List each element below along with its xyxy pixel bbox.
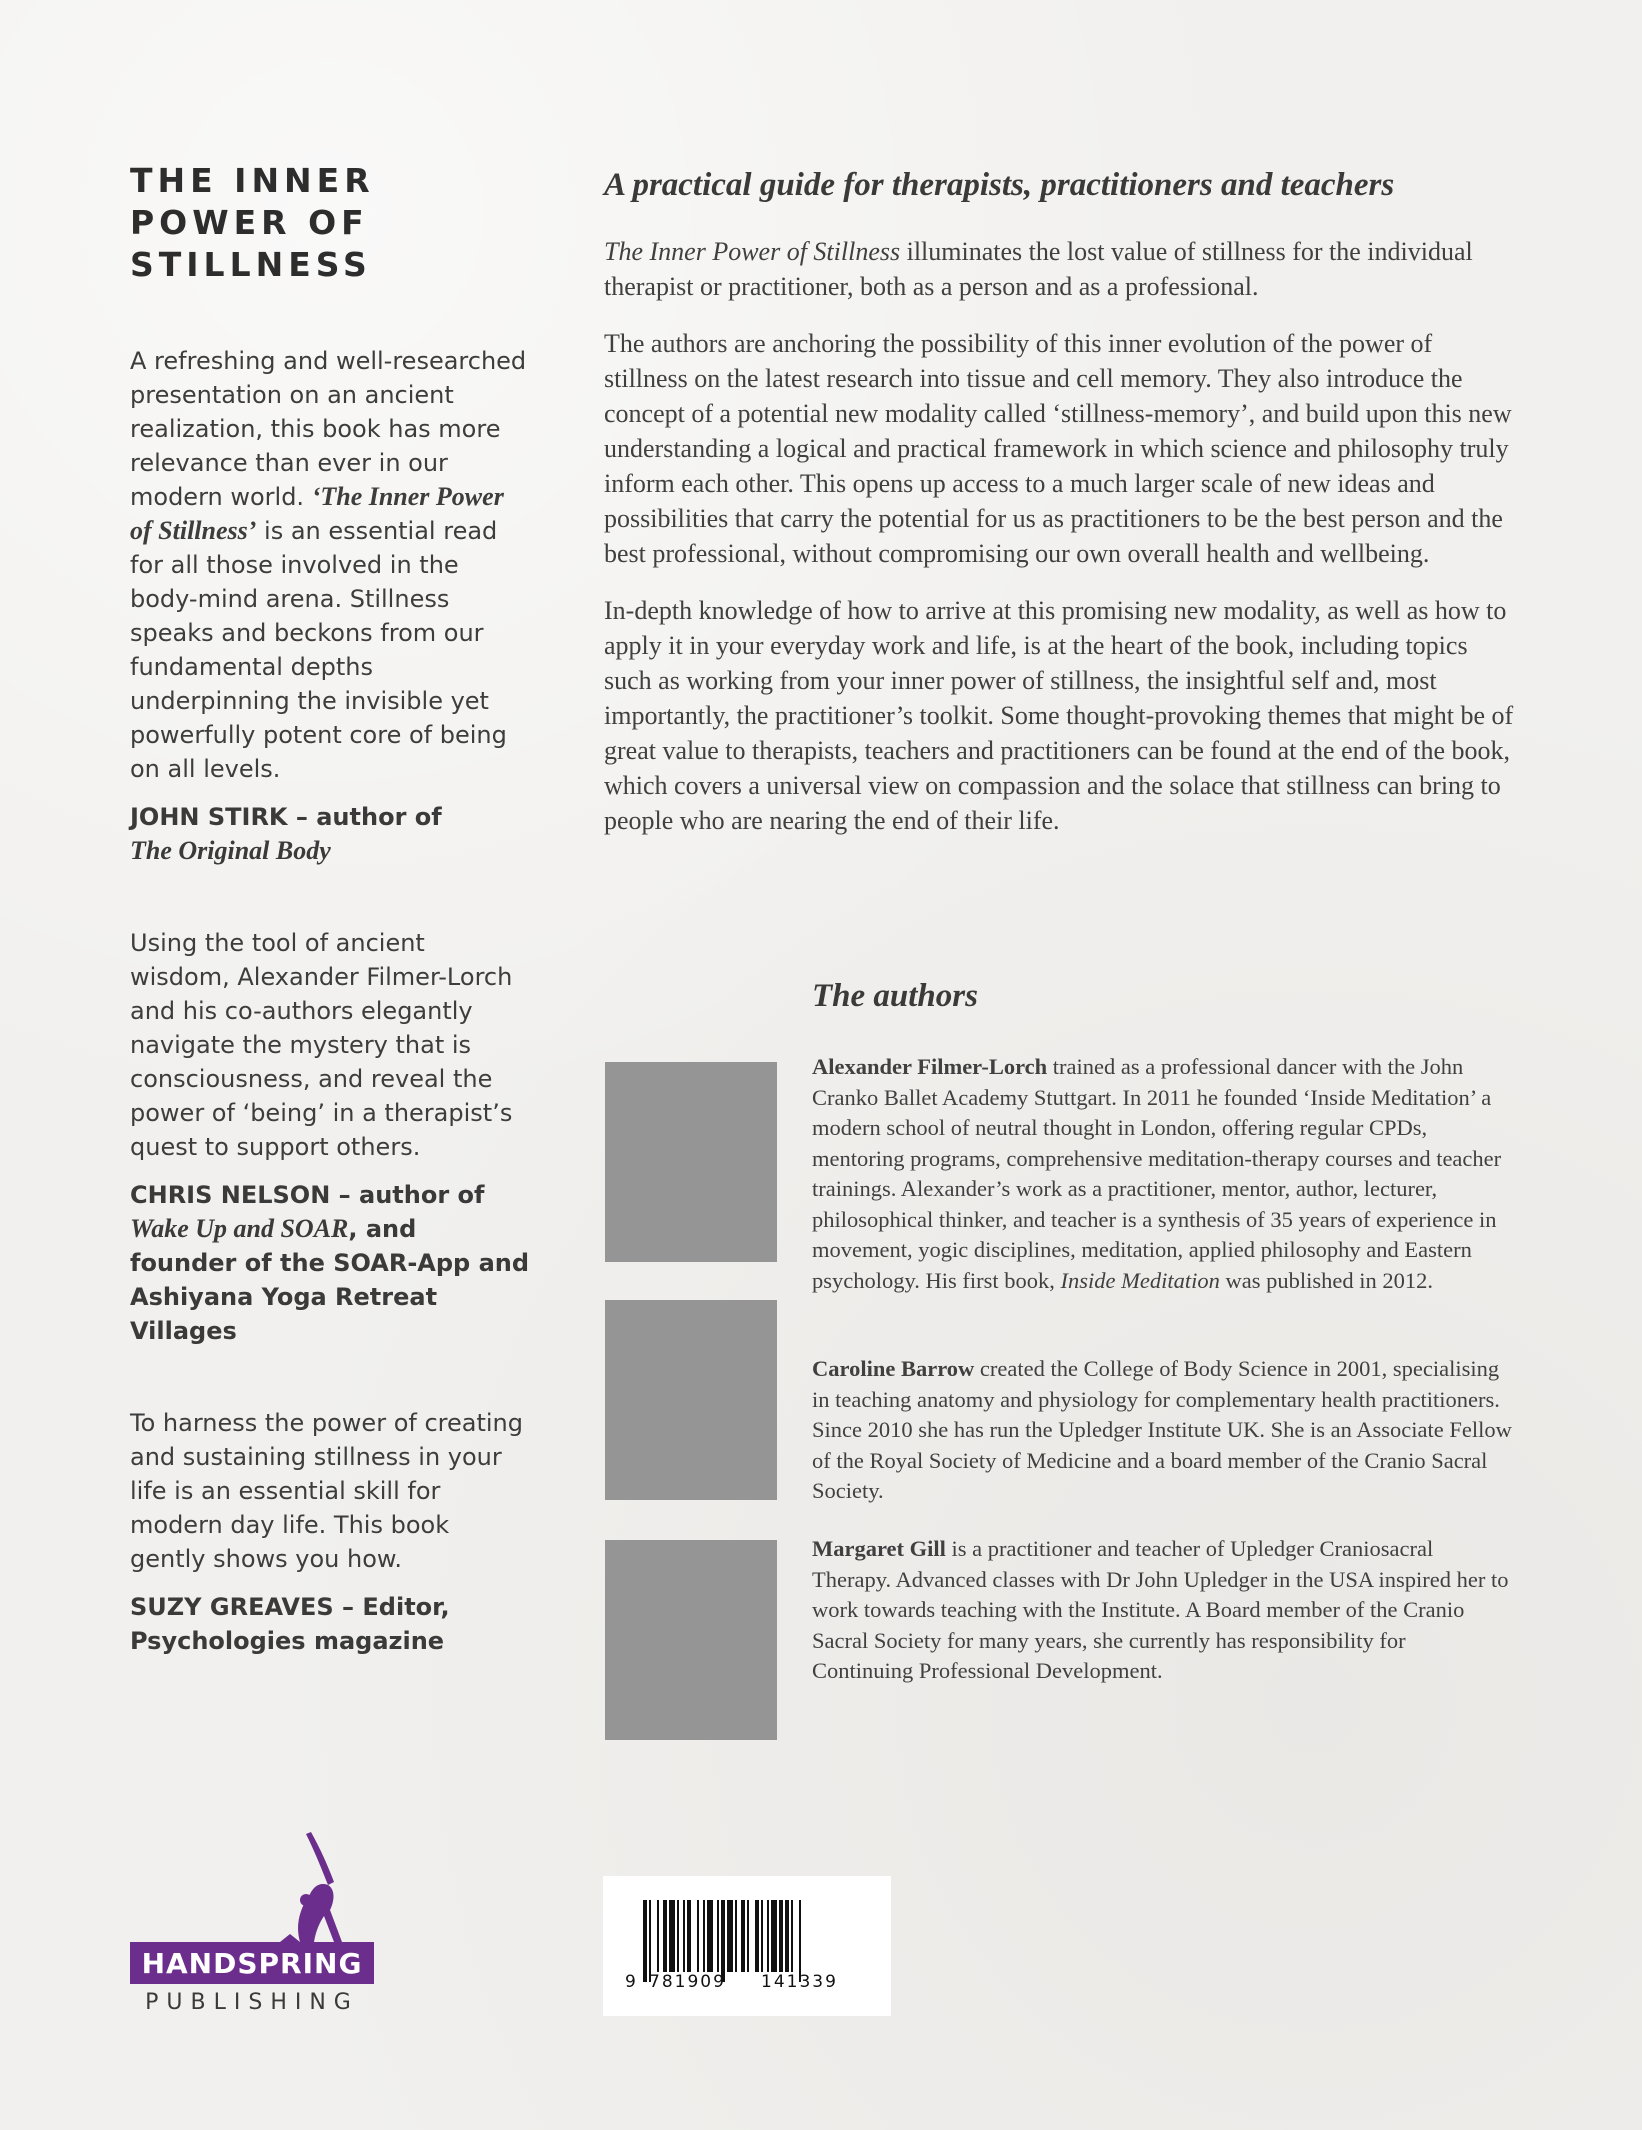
publisher-logo [130, 1830, 374, 2020]
author-bio-1: Alexander Filmer-Lorch trained as a professional dancer with the John Cranko Ballet Academy Stuttgart. In 2011 he founded ‘Inside Meditation’ a modern school of neutral thought in London, offering regular CPDs, mentoring programs, comprehensive meditation-therapy courses and teacher trainings. Alexander’s work as a practitioner, mentor, author, lecturer, philosophical thinker, and teacher is a synthesis of 35 years of experience in movement, yogic disciplines, meditation, applied philosophy and Eastern psychology. His first book, Inside Meditation was published in 2012. [812, 1054, 1502, 1293]
review-2-text: Using the tool of ancient wisdom, Alexander Filmer-Lorch and his co-authors elegantly navigate the mystery that is consciousness, and reveal the power of ‘being’ in a therapist’s quest to support others. [130, 929, 513, 1161]
review-3-text: To harness the power of creating and sustaining stillness in your life is an essential skill for modern day life. This book gently shows you how. [130, 1409, 523, 1573]
author-bio-3: Margaret Gill is a practitioner and teacher of Upledger Craniosacral Therapy. Advanced classes with Dr John Upledger in the USA inspired her to work towards teaching with the Institute. A Board member of the Cranio Sacral Society for many years, she currently has responsibility for Continuing Professional Development. [812, 1536, 1509, 1683]
description-paragraph-1: The Inner Power of Stillness illuminates the lost value of stillness for the individual therapist or practitioner, both as a person and as a professional. [604, 237, 1473, 301]
description-paragraph-2: The authors are anchoring the possibility of this inner evolution of the power of stillness on the latest research into tissue and cell memory. They also introduce the concept of a potential new modality called ‘stillness-memory’, and build upon this new understanding a logical and practical framework in which science and philosophy truly inform each other. This opens up access to a much larger scale of new ideas and possibilities that carry the potential for us as practitioners to be the best person and the best professional, without compromising our own overall health and wellbeing. [604, 329, 1512, 568]
review-1-text: A refreshing and well-researched presentation on an ancient realization, this book has more relevance than ever in our modern world. ‘The Inner Power of Stillness’ is an essential read for all those involved in the body-mind arena. Stillness speaks and beckons from our fundamental depths underpinning the invisible yet powerfully potent core of being on all levels. [130, 347, 527, 783]
barcode-digit-lead: 9 [625, 1972, 636, 1992]
left-column [130, 160, 530, 1716]
barcode-digits-group2: 141339 [761, 1972, 838, 1992]
author-photo-placeholder [605, 1540, 777, 1740]
publisher-name: HANDSPRING [130, 1942, 374, 1984]
review-2-author: CHRIS NELSON – author of Wake Up and SOAR, and founder of the SOAR-App and Ashiyana Yoga Retreat Villages [130, 1181, 530, 1345]
author-photo-placeholder [605, 1300, 777, 1500]
book-title: THE INNER POWER OF STILLNESS [130, 161, 375, 284]
authors-heading: The authors [812, 978, 978, 1014]
author-photo-placeholder [605, 1062, 777, 1262]
gymnast-icon [130, 1830, 374, 1946]
publisher-sub: PUBLISHING [145, 1990, 359, 2015]
right-column [604, 164, 1514, 860]
barcode-icon [603, 1876, 891, 2016]
tagline: A practical guide for therapists, practitioners and teachers [604, 167, 1395, 203]
author-bio-2: Caroline Barrow created the College of Body Science in 2001, specialising in teaching anatomy and physiology for complementary health practitioners. Since 2010 she has run the Upledger Institute UK. She is an Associate Fellow of the Royal Society of Medicine and a board member of the Cranio Sacral Society. [812, 1356, 1512, 1503]
review-1-author: JOHN STIRK – author of The Original Body [130, 803, 442, 865]
review-3-author: SUZY GREAVES – Editor, Psychologies magazine [130, 1593, 450, 1655]
description-paragraph-3: In-depth knowledge of how to arrive at this promising new modality, as well as how to apply it in your everyday work and life, is at the heart of the book, including topics such as working from your inner power of stillness, the insightful self and, most importantly, the practitioner’s toolkit. Some thought-provoking themes that might be of great value to therapists, teachers and practitioners can be found at the end of the book, which covers a universal view on compassion and the solace that stillness can bring to people who are nearing the end of their life. [604, 596, 1514, 835]
isbn-barcode [603, 1876, 891, 2016]
barcode-digits-group1: 781909 [649, 1972, 726, 1992]
